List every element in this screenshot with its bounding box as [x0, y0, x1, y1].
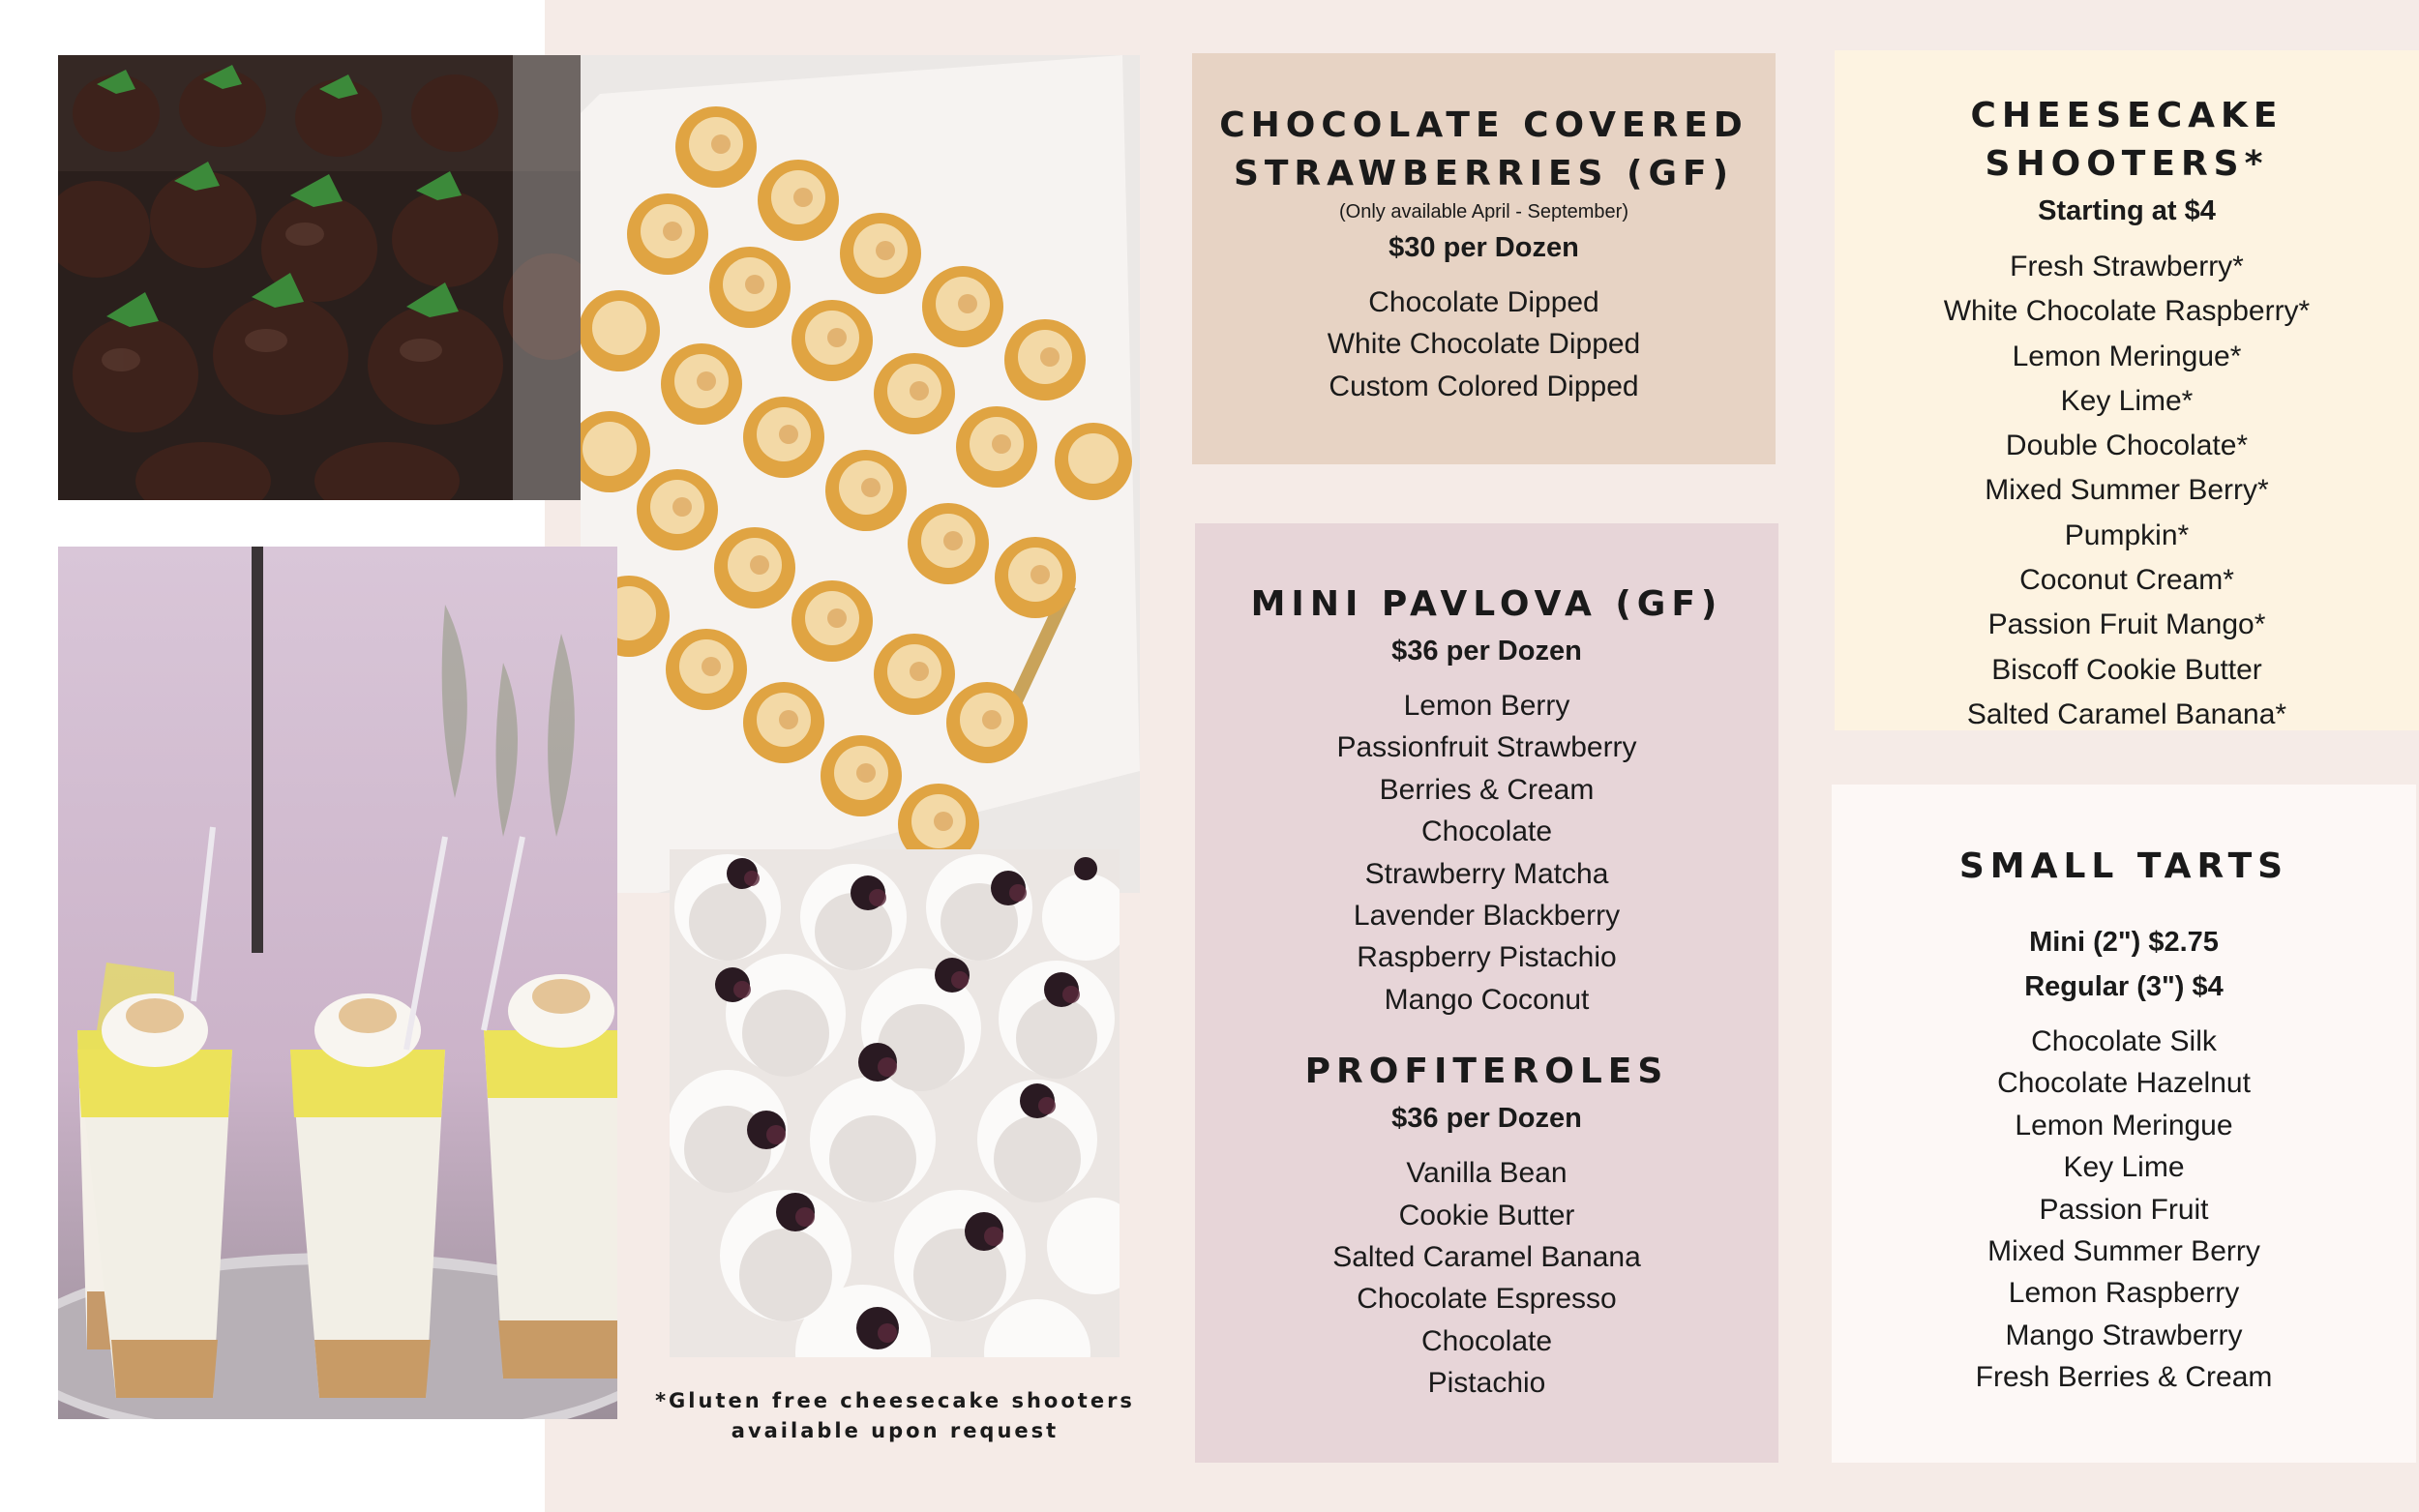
meringue-tarts-photo	[581, 55, 1140, 893]
strawberries-availability: (Only available April - September)	[1338, 201, 1628, 222]
strawberries-title-line-1: CHOCOLATE COVERED	[1219, 105, 1748, 145]
strawberries-title	[1192, 102, 1776, 198]
profiteroles-title: PROFITEROLES	[1304, 1052, 1669, 1092]
footnote-line-2: available upon request	[731, 1419, 1060, 1442]
list-item: Mixed Summer Berry*	[1985, 474, 2269, 507]
list-item: Lemon Berry	[1403, 690, 1570, 722]
tarts-title: SMALL TARTS	[1958, 846, 2289, 886]
strawberries-flavor-list	[1192, 282, 1776, 407]
profiteroles-section	[1195, 1048, 1778, 1404]
pavlova-profiteroles-panel	[1195, 523, 1778, 1463]
list-item: Custom Colored Dipped	[1329, 370, 1639, 402]
list-item: Chocolate Dipped	[1368, 286, 1599, 318]
pavlova-flavor-list	[1195, 685, 1778, 1021]
list-item: White Chocolate Dipped	[1327, 328, 1641, 361]
list-item: Key Lime	[2063, 1151, 2185, 1184]
chocolate-strawberries-panel	[1192, 53, 1776, 464]
cheesecake-shooters-photo	[58, 547, 617, 1419]
list-item: Lemon Meringue	[2015, 1109, 2233, 1141]
shooters-title: CHEESECAKE SHOOTERS*	[1970, 96, 2284, 184]
list-item: Salted Caramel Banana	[1332, 1241, 1641, 1274]
list-item: Berries & Cream	[1379, 773, 1595, 806]
tarts-flavor-list	[1832, 1021, 2416, 1399]
tarts-price-mini: Mini (2") $2.75	[2029, 927, 2219, 958]
list-item: Cookie Butter	[1398, 1199, 1575, 1231]
list-item: Mango Strawberry	[2005, 1319, 2243, 1351]
list-item: Biscoff Cookie Butter	[1991, 653, 2262, 686]
list-item: Lemon Raspberry	[2008, 1277, 2240, 1310]
strawberries-title-line-2: STRAWBERRIES (GF)	[1233, 154, 1735, 193]
footnote-line-1: *Gluten free cheesecake shooters	[655, 1389, 1135, 1412]
list-item: Raspberry Pistachio	[1357, 941, 1617, 974]
list-item: Chocolate Espresso	[1357, 1283, 1617, 1316]
list-item: Passion Fruit	[2039, 1193, 2209, 1226]
list-item: Pumpkin*	[2064, 519, 2190, 551]
list-item: Chocolate	[1420, 1324, 1553, 1357]
list-item: Passion Fruit Mango*	[1987, 608, 2266, 641]
tarts-price-regular: Regular (3") $4	[2024, 971, 2224, 1002]
list-item: Mango Coconut	[1384, 983, 1590, 1016]
list-item: Salted Caramel Banana*	[1966, 697, 2287, 730]
list-item: Mixed Summer Berry	[1987, 1235, 2260, 1268]
mini-pavlova-photo	[670, 849, 1120, 1357]
list-item: Vanilla Bean	[1406, 1157, 1568, 1190]
gluten-free-footnote	[648, 1386, 1142, 1446]
tarts-price-block	[1832, 920, 2416, 1009]
list-item: Fresh Berries & Cream	[1975, 1361, 2273, 1394]
cheesecake-shooters-panel	[1835, 50, 2419, 730]
list-item: Key Lime*	[2060, 384, 2194, 417]
strawberries-price: $30 per Dozen	[1389, 232, 1579, 263]
list-item: Double Chocolate*	[2005, 430, 2249, 462]
list-item: Chocolate Silk	[2031, 1025, 2217, 1057]
list-item: Fresh Strawberry*	[2010, 251, 2244, 282]
list-item: Lemon Meringue*	[2012, 340, 2242, 372]
profiteroles-price: $36 per Dozen	[1391, 1103, 1582, 1135]
shooters-price: Starting at $4	[2038, 195, 2216, 226]
list-item: Lavender Blackberry	[1353, 900, 1621, 933]
pavlova-title: MINI PAVLOVA (GF)	[1250, 584, 1723, 624]
list-item: Pistachio	[1427, 1367, 1546, 1400]
small-tarts-panel	[1832, 785, 2416, 1463]
list-item: Coconut Cream*	[2019, 564, 2234, 597]
list-item: Strawberry Matcha	[1364, 857, 1609, 890]
list-item: Chocolate	[1420, 815, 1553, 848]
chocolate-strawberries-photo	[58, 55, 581, 500]
list-item: Chocolate Hazelnut	[1997, 1067, 2251, 1100]
list-item: White Chocolate Raspberry*	[1943, 295, 2311, 328]
profiteroles-flavor-list	[1195, 1152, 1778, 1404]
list-item: Passionfruit Strawberry	[1336, 731, 1637, 764]
shooters-flavor-list	[1835, 245, 2419, 737]
pavlova-price: $36 per Dozen	[1391, 636, 1582, 667]
